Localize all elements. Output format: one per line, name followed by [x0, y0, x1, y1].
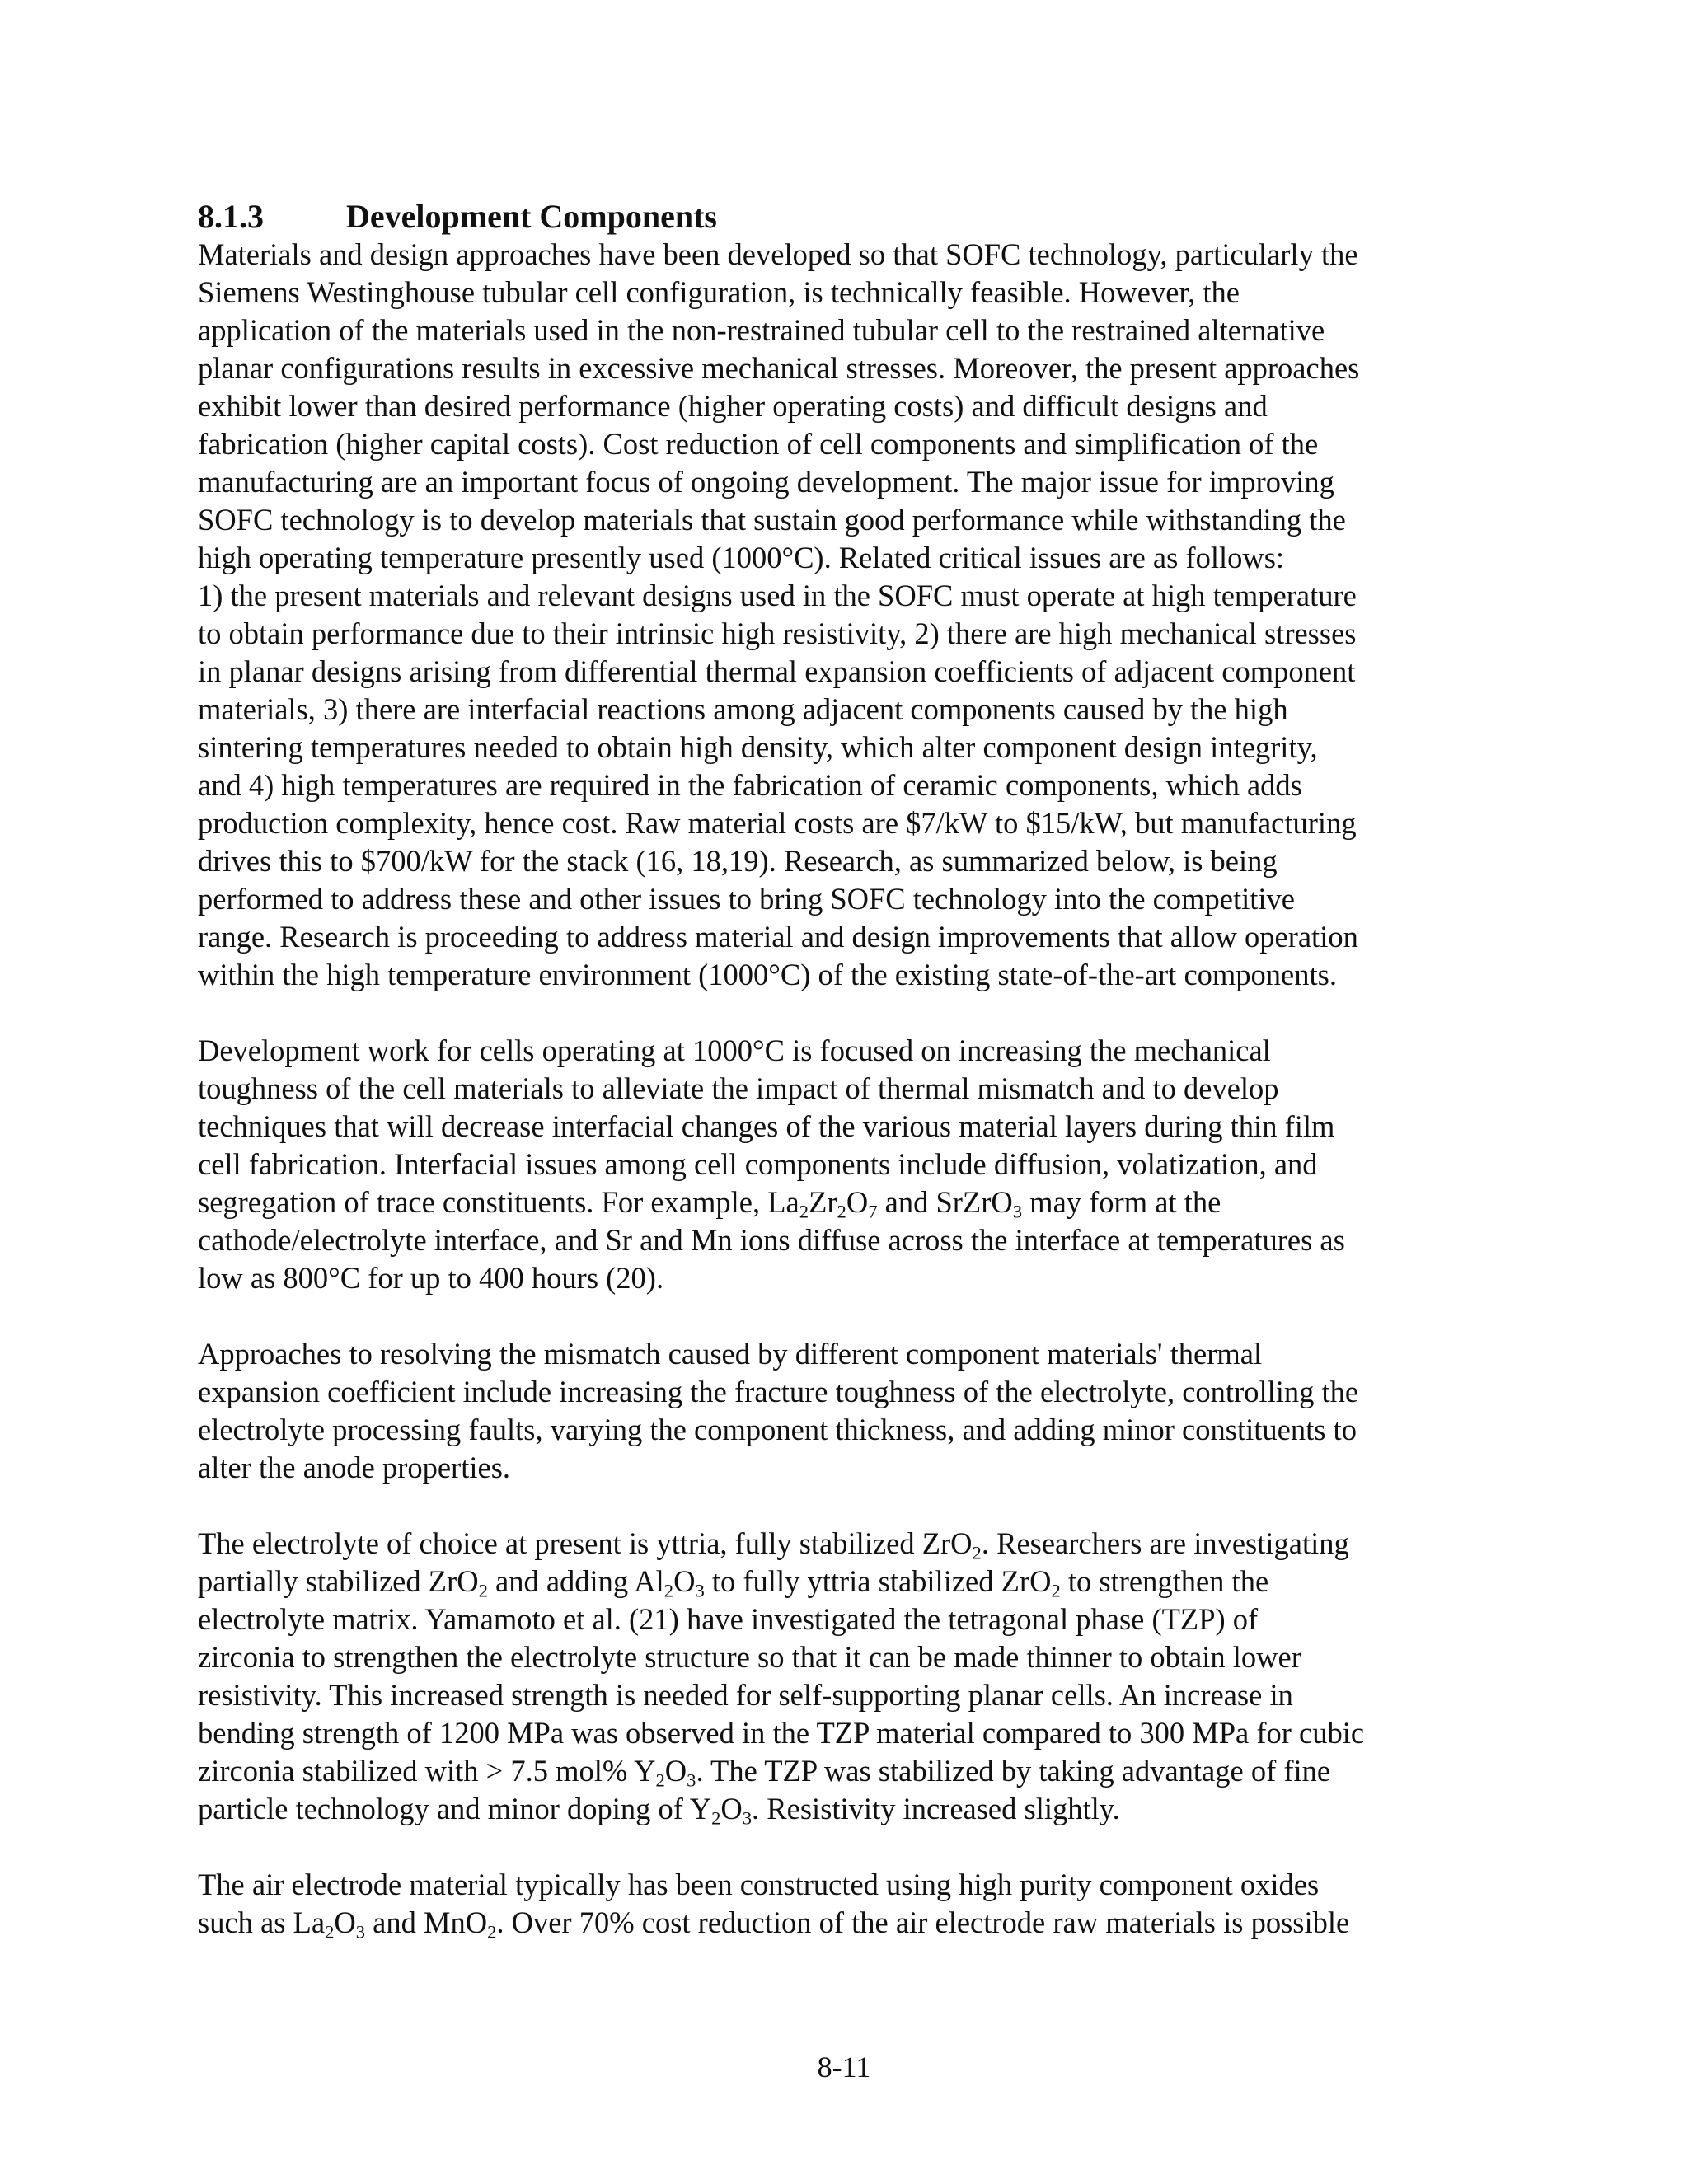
- text-line: resistivity. This increased strength is needed for self-supporting planar cells. An increase in: [198, 1678, 1293, 1712]
- text-line: manufacturing are an important focus of ongoing development. The major issue for improving: [198, 465, 1334, 499]
- text-line: Approaches to resolving the mismatch caused by different component materials' thermal: [198, 1337, 1263, 1371]
- text-line: cathode/electrolyte interface, and Sr and Mn ions diffuse across the interface at temperatures as: [198, 1223, 1345, 1257]
- text-line: materials, 3) there are interfacial reactions among adjacent components caused by the high: [198, 692, 1288, 726]
- text-line: performed to address these and other issues to bring SOFC technology into the competitive: [198, 882, 1295, 916]
- paragraph: [198, 1335, 1508, 1487]
- text-line: fabrication (higher capital costs). Cost reduction of cell components and simplification of the: [198, 427, 1319, 461]
- paragraph: [198, 1032, 1508, 1297]
- page-number: 8-11: [817, 2050, 871, 2083]
- text-line: segregation of trace constituents. For example, $La_2Zr_2O_7$ and SrZrO$_3$ may form at the: [198, 1185, 1221, 1222]
- text-line: The air electrode material typically has been constructed using high purity component oxides: [198, 1868, 1320, 1901]
- text-line: expansion coefficient include increasing the fracture toughness of the electrolyte, controlling the: [198, 1375, 1359, 1408]
- text-line: partially stabilized ZrO$_2$ and adding $Al_2O_3$ to fully yttria stabilized ZrO$_2$ to strengthen the: [198, 1564, 1269, 1601]
- text-line: The electrolyte of choice at present is yttria, fully stabilized ZrO$_2$. Researchers are investigating: [198, 1526, 1349, 1563]
- text-line: planar configurations results in excessive mechanical stresses. Moreover, the present approaches: [198, 351, 1360, 385]
- text-line: sintering temperatures needed to obtain high density, which alter component design integrity,: [198, 730, 1318, 764]
- page-content: [198, 198, 1508, 1980]
- text-line: high operating temperature presently used (1000°C). Related critical issues are as follows:: [198, 541, 1285, 574]
- text-line: within the high temperature environment (1000°C) of the existing state-of-the-art components.: [198, 958, 1337, 991]
- paragraph: [198, 1525, 1508, 1828]
- text-line: in planar designs arising from differential thermal expansion coefficients of adjacent component: [198, 654, 1356, 688]
- text-line: 1) the present materials and relevant designs used in the SOFC must operate at high temperature: [198, 579, 1357, 612]
- text-line: low as 800°C for up to 400 hours (20).: [198, 1261, 664, 1295]
- text-line: such as $La_2O_3$ and MnO$_2$. Over 70% cost reduction of the air electrode raw materials is possible: [198, 1905, 1350, 1943]
- text-line: alter the anode properties.: [198, 1451, 511, 1484]
- text-line: cell fabrication. Interfacial issues among cell components include diffusion, volatization, and: [198, 1147, 1318, 1181]
- text-line: zirconia stabilized with > 7.5 mol% $Y_2O_3$. The TZP was stabilized by taking advantage of fine: [198, 1754, 1331, 1791]
- text-line: electrolyte matrix. Yamamoto et al. (21) have investigated the tetragonal phase (TZP) of: [198, 1602, 1259, 1636]
- text-line: to obtain performance due to their intrinsic high resistivity, 2) there are high mechanical stresses: [198, 616, 1357, 650]
- section-title: Development Components: [346, 198, 717, 235]
- text-line: range. Research is proceeding to address material and design improvements that allow operation: [198, 920, 1358, 954]
- text-line: Development work for cells operating at 1000°C is focused on increasing the mechanical: [198, 1033, 1271, 1067]
- paragraph: [198, 1866, 1508, 1942]
- text-line: production complexity, hence cost. Raw material costs are $7/kW to $15/kW, but manufacturing: [198, 806, 1357, 840]
- text-line: application of the materials used in the non-restrained tubular cell to the restrained alternative: [198, 313, 1325, 347]
- text-line: toughness of the cell materials to alleviate the impact of thermal mismatch and to develop: [198, 1071, 1279, 1105]
- text-line: particle technology and minor doping of $Y_2O_3$. Resistivity increased slightly.: [198, 1792, 1120, 1829]
- text-line: techniques that will decrease interfacial changes of the various material layers during thin film: [198, 1109, 1335, 1143]
- text-line: drives this to $700/kW for the stack (16, 18,19). Research, as summarized below, is being: [198, 844, 1278, 878]
- text-line: Materials and design approaches have been developed so that SOFC technology, particularly the: [198, 237, 1358, 271]
- text-line: SOFC technology is to develop materials that sustain good performance while withstanding the: [198, 503, 1346, 537]
- text-line: and 4) high temperatures are required in the fabrication of ceramic components, which adds: [198, 768, 1302, 802]
- body-text: [198, 236, 1508, 1942]
- section-number: 8.1.3: [198, 198, 264, 235]
- text-line: bending strength of 1200 MPa was observed in the TZP material compared to 300 MPa for cubic: [198, 1716, 1365, 1750]
- text-line: electrolyte processing faults, varying the component thickness, and adding minor constituents to: [198, 1413, 1357, 1446]
- paragraph: [198, 236, 1508, 994]
- section-heading: [198, 198, 1508, 236]
- text-line: zirconia to strengthen the electrolyte structure so that it can be made thinner to obtain lower: [198, 1640, 1301, 1674]
- text-line: Siemens Westinghouse tubular cell configuration, is technically feasible. However, the: [198, 275, 1240, 309]
- text-line: exhibit lower than desired performance (higher operating costs) and difficult designs and: [198, 389, 1268, 423]
